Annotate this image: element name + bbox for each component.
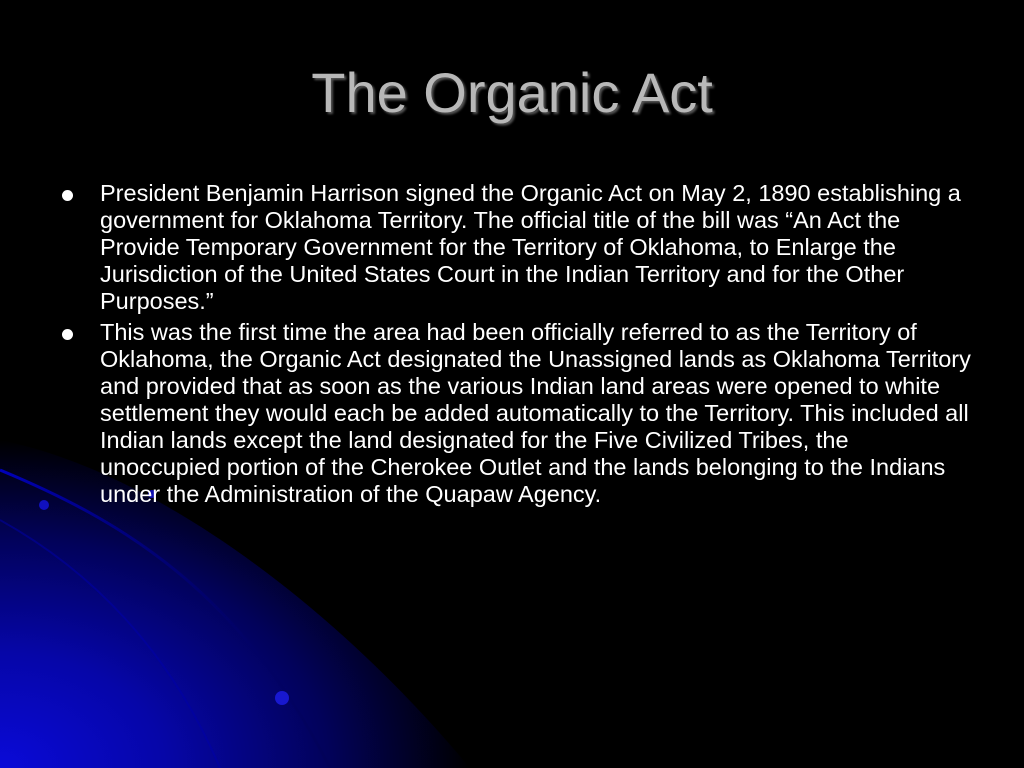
bullet-text: This was the first time the area had been officially referred to as the Territory of Oklahoma, the Organic Act designated the Unassigned lands as Oklahoma Territory and provided that as soon as the various Indian land areas were opened to white settlement they would each be added automatically to the Territory. This included all Indian lands except the land designated for the Five Civilized Tribes, the unoccupied portion of the Cherokee Outlet and the lands belonging to the Indians under the Administration of the Quapaw Agency. bbox=[100, 319, 971, 507]
slide-title: The Organic Act bbox=[311, 61, 713, 124]
bullet-dot-icon bbox=[62, 190, 73, 201]
bullet-item bbox=[62, 319, 974, 508]
bullet-text: President Benjamin Harrison signed the Organic Act on May 2, 1890 establishing a government for Oklahoma Territory. The official title of the bill was “An Act the Provide Temporary Government for the Territory of Oklahoma, to Enlarge the Jurisdiction of the United States Court in the Indian Territory and for the Other Purposes.” bbox=[100, 180, 961, 314]
background-dot bbox=[39, 500, 49, 510]
bullet-list bbox=[62, 180, 974, 512]
bullet-dot-icon bbox=[62, 329, 73, 340]
background-dot bbox=[275, 691, 289, 705]
bullet-item bbox=[62, 180, 974, 315]
